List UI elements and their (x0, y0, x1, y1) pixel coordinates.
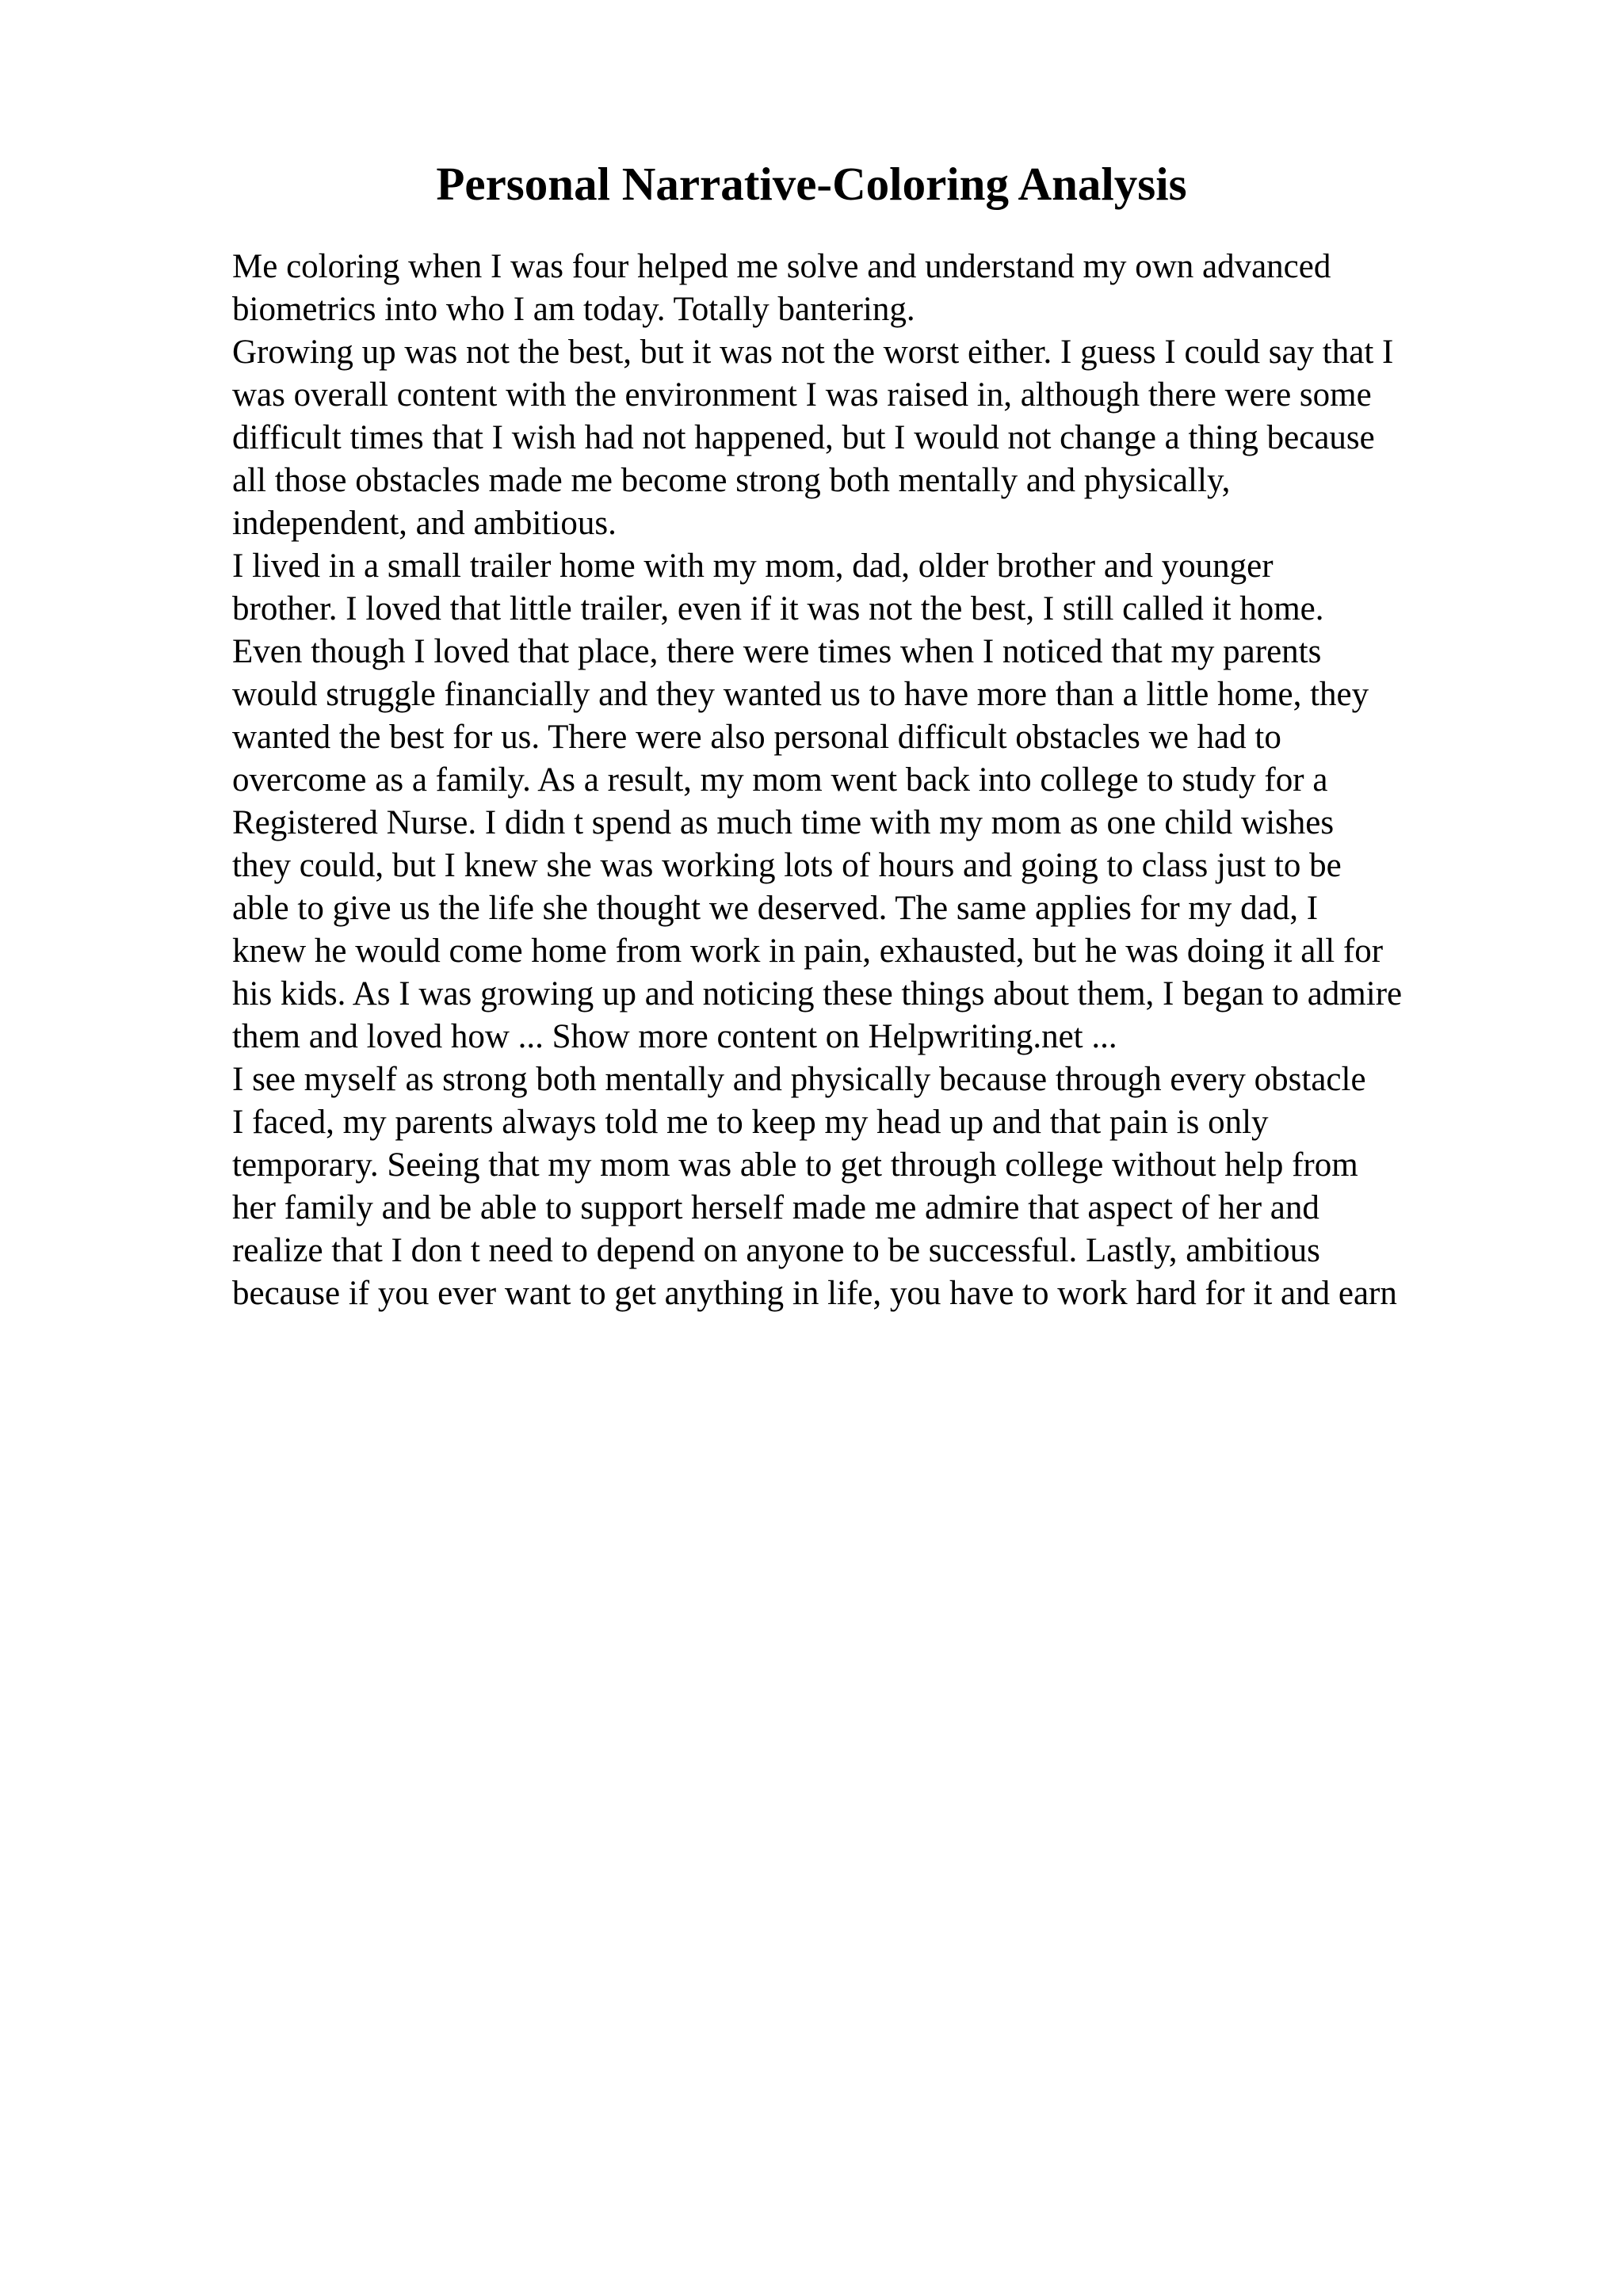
body-line: realize that I don t need to depend on anyone to be successful. Lastly, ambitious (232, 1232, 1320, 1269)
body-line: was overall content with the environment I was raised in, although there were some (232, 376, 1372, 414)
body-line: all those obstacles made me become strong both mentally and physically, (232, 462, 1231, 499)
body-line: wanted the best for us. There were also personal difficult obstacles we had to (232, 719, 1281, 756)
body-line: Even though I loved that place, there were times when I noticed that my parents (232, 633, 1322, 670)
body-line: overcome as a family. As a result, my mom went back into college to study for a (232, 761, 1328, 799)
body-line: his kids. As I was growing up and noticing these things about them, I began to admire (232, 975, 1403, 1013)
body-line: independent, and ambitious. (232, 505, 617, 542)
body-line: able to give us the life she thought we deserved. The same applies for my dad, I (232, 890, 1319, 927)
body-line: Growing up was not the best, but it was not the worst either. I guess I could say that I (232, 334, 1394, 371)
body-line: temporary. Seeing that my mom was able to get through college without help from (232, 1146, 1358, 1184)
body-line: I see myself as strong both mentally and physically because through every obstacle (232, 1061, 1366, 1098)
body-line: Me coloring when I was four helped me solve and understand my own advanced (232, 248, 1331, 285)
document-title: Personal Narrative-Coloring Analysis (436, 158, 1187, 210)
body-line: I faced, my parents always told me to keep my head up and that pain is only (232, 1104, 1269, 1141)
body-line: would struggle financially and they wanted us to have more than a little home, they (232, 676, 1369, 713)
body-line: because if you ever want to get anything in life, you have to work hard for it and earn (232, 1275, 1397, 1312)
body-line: her family and be able to support herself made me admire that aspect of her and (232, 1189, 1319, 1226)
body-line: difficult times that I wish had not happened, but I would not change a thing because (232, 419, 1375, 456)
body-line: them and loved how ... Show more content on Helpwriting.net ... (232, 1018, 1117, 1055)
body-line: brother. I loved that little trailer, even if it was not the best, I still called it home. (232, 590, 1324, 627)
body-line: Registered Nurse. I didn t spend as much time with my mom as one child wishes (232, 804, 1335, 841)
document-body (232, 246, 1516, 1315)
body-line: knew he would come home from work in pain, exhausted, but he was doing it all for (232, 933, 1384, 970)
body-line: I lived in a small trailer home with my mom, dad, older brother and younger (232, 547, 1274, 585)
body-line: they could, but I knew she was working lots of hours and going to class just to be (232, 847, 1342, 884)
body-line: biometrics into who I am today. Totally bantering. (232, 291, 915, 328)
